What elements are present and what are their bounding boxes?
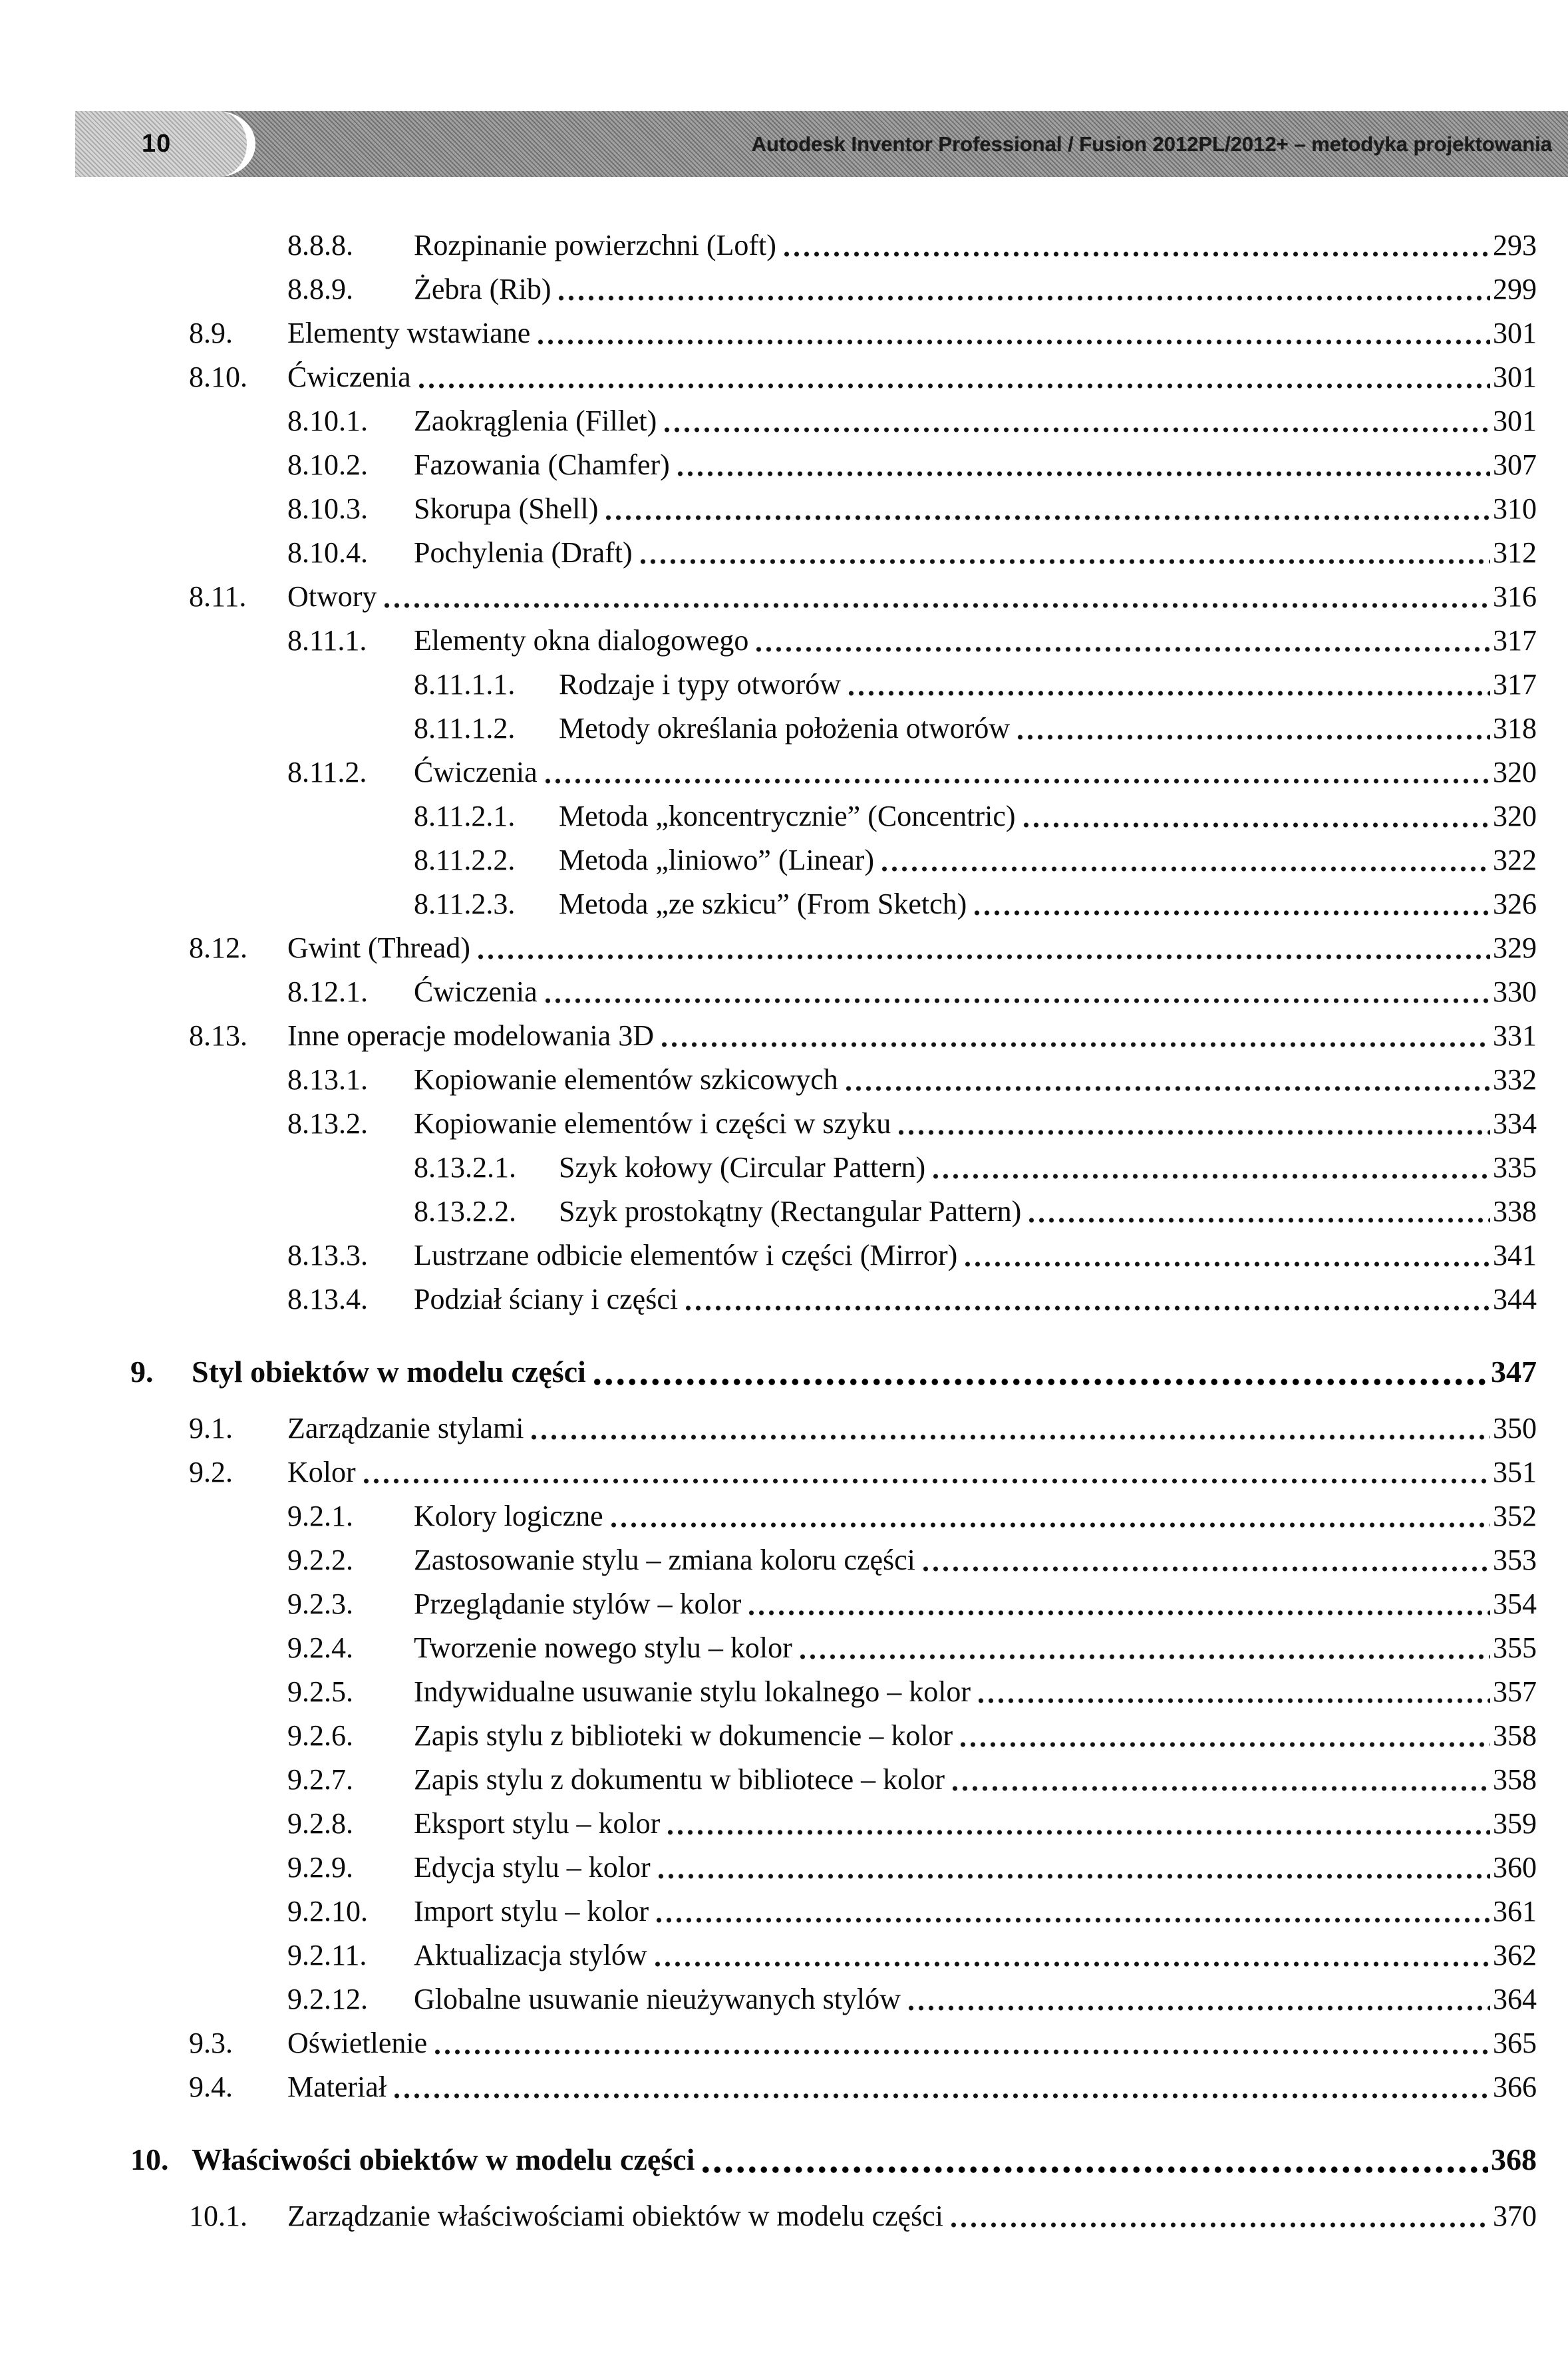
toc-row bbox=[0, 707, 1568, 751]
dot-leader bbox=[906, 1977, 1490, 2021]
toc-entry-title: Ćwiczenia bbox=[414, 756, 538, 788]
toc-entry-page: 316 bbox=[1493, 580, 1537, 613]
toc-entry-number: 8.13. bbox=[189, 1019, 247, 1052]
dot-leader bbox=[638, 531, 1490, 575]
toc-row bbox=[0, 2194, 1568, 2238]
toc-entry-number: 9.2.12. bbox=[287, 1983, 368, 2015]
toc-row bbox=[0, 1758, 1568, 1802]
toc-entry-number: 9.2.1. bbox=[287, 1500, 353, 1532]
toc-row bbox=[0, 663, 1568, 707]
toc-entry-page: 335 bbox=[1493, 1151, 1537, 1184]
toc-entry-page: 331 bbox=[1493, 1019, 1537, 1052]
dot-leader bbox=[662, 399, 1490, 443]
toc-entry-page: 338 bbox=[1493, 1195, 1537, 1228]
toc-row bbox=[0, 1146, 1568, 1190]
toc-entry-page: 310 bbox=[1493, 492, 1537, 525]
toc-entry-number: 9. bbox=[130, 1355, 154, 1389]
toc-entry-title: Aktualizacja stylów bbox=[414, 1939, 647, 1971]
toc-entry-number: 8.12. bbox=[189, 931, 247, 964]
dot-leader bbox=[846, 663, 1490, 707]
dot-leader bbox=[754, 619, 1490, 663]
toc-entry-number: 9.2.11. bbox=[287, 1939, 367, 1971]
dot-leader bbox=[654, 1890, 1490, 1934]
toc-entry-title: Zarządzanie właściwościami obiektów w modelu części bbox=[287, 2200, 943, 2232]
toc-entry-number: 9.2.8. bbox=[287, 1807, 353, 1840]
dot-leader bbox=[653, 1934, 1490, 1977]
dot-leader bbox=[921, 1538, 1490, 1582]
dot-leader bbox=[896, 1102, 1490, 1146]
toc-entry-page: 357 bbox=[1493, 1675, 1537, 1708]
toc-row bbox=[0, 1802, 1568, 1846]
toc-entry-page: 320 bbox=[1493, 756, 1537, 788]
toc-row bbox=[0, 1494, 1568, 1538]
toc-row bbox=[0, 1626, 1568, 1670]
toc-row bbox=[0, 1190, 1568, 1234]
toc-entry-page: 334 bbox=[1493, 1107, 1537, 1140]
toc-row bbox=[0, 1345, 1568, 1399]
toc-entry-number: 8.11. bbox=[189, 580, 247, 613]
toc-row bbox=[0, 267, 1568, 311]
dot-leader bbox=[1015, 707, 1490, 751]
dot-leader bbox=[543, 751, 1490, 794]
toc-row bbox=[0, 1977, 1568, 2021]
dot-leader bbox=[556, 267, 1490, 311]
dot-leader bbox=[950, 1758, 1490, 1802]
toc-entry-title: Inne operacje modelowania 3D bbox=[287, 1019, 654, 1052]
toc-row bbox=[0, 1407, 1568, 1450]
toc-entry-number: 8.9. bbox=[189, 317, 233, 349]
toc-entry-number: 8.13.3. bbox=[287, 1239, 368, 1271]
toc-entry-page: 365 bbox=[1493, 2027, 1537, 2059]
dot-leader bbox=[543, 970, 1490, 1014]
toc-entry-title: Szyk kołowy (Circular Pattern) bbox=[559, 1151, 926, 1184]
toc-entry-page: 341 bbox=[1493, 1239, 1537, 1271]
toc-entry-page: 317 bbox=[1493, 668, 1537, 701]
toc-entry-page: 312 bbox=[1493, 536, 1537, 569]
toc-entry-title: Szyk prostokątny (Rectangular Pattern) bbox=[559, 1195, 1022, 1228]
toc-entry-number: 9.2.9. bbox=[287, 1851, 353, 1884]
toc-entry-page: 307 bbox=[1493, 448, 1537, 481]
toc-entry-page: 368 bbox=[1491, 2142, 1537, 2176]
toc-entry-title: Materiał bbox=[287, 2071, 387, 2103]
toc-entry-page: 359 bbox=[1493, 1807, 1537, 1840]
toc-entry-number: 9.3. bbox=[189, 2027, 233, 2059]
toc-entry-title: Tworzenie nowego stylu – kolor bbox=[414, 1631, 792, 1664]
toc-entry-title: Oświetlenie bbox=[287, 2027, 428, 2059]
toc-entry-number: 8.10.3. bbox=[287, 492, 368, 525]
toc-entry-number: 8.11.2.2. bbox=[414, 844, 516, 876]
dot-leader bbox=[931, 1146, 1490, 1190]
toc-entry-number: 8.11.1.1. bbox=[414, 668, 516, 701]
toc-entry-title: Metoda „ze szkicu” (From Sketch) bbox=[559, 888, 967, 920]
dot-leader bbox=[1021, 794, 1490, 838]
dot-leader bbox=[675, 443, 1490, 487]
toc-row bbox=[0, 575, 1568, 619]
toc-entry-page: 326 bbox=[1493, 888, 1537, 920]
toc-entry-title: Indywidualne usuwanie stylu lokalnego – kolor bbox=[414, 1675, 971, 1708]
toc-row bbox=[0, 794, 1568, 838]
toc-entry-number: 9.2.7. bbox=[287, 1763, 353, 1796]
toc-entry-page: 358 bbox=[1493, 1763, 1537, 1796]
toc-entry-page: 360 bbox=[1493, 1851, 1537, 1884]
dot-leader bbox=[746, 1582, 1490, 1626]
dot-leader bbox=[416, 355, 1490, 399]
toc-entry-title: Globalne usuwanie nieużywanych stylów bbox=[414, 1983, 901, 2015]
toc-entry-page: 352 bbox=[1493, 1500, 1537, 1532]
toc-row bbox=[0, 531, 1568, 575]
toc-entry-number: 9.2.3. bbox=[287, 1588, 353, 1620]
toc-row bbox=[0, 487, 1568, 531]
toc-row bbox=[0, 2065, 1568, 2109]
toc-entry-title: Eksport stylu – kolor bbox=[414, 1807, 661, 1840]
toc-entry-page: 322 bbox=[1493, 844, 1537, 876]
toc-entry-title: Metoda „koncentrycznie” (Concentric) bbox=[559, 800, 1016, 832]
toc-entry-title: Zapis stylu z biblioteki w dokumencie – kolor bbox=[414, 1719, 953, 1752]
dot-leader bbox=[603, 487, 1490, 531]
toc-entry-number: 8.10. bbox=[189, 361, 247, 393]
toc-entry-title: Zapis stylu z dokumentu w bibliotece – kolor bbox=[414, 1763, 945, 1796]
toc-entry-page: 350 bbox=[1493, 1412, 1537, 1444]
toc-entry-number: 9.2.5. bbox=[287, 1675, 353, 1708]
toc-entry-page: 362 bbox=[1493, 1939, 1537, 1971]
toc-entry-page: 332 bbox=[1493, 1063, 1537, 1096]
dot-leader bbox=[476, 926, 1490, 970]
toc-entry-page: 351 bbox=[1493, 1456, 1537, 1488]
toc-row bbox=[0, 1538, 1568, 1582]
dot-leader bbox=[683, 1277, 1490, 1321]
toc-entry-page: 347 bbox=[1491, 1355, 1537, 1389]
toc-entry-number: 8.8.8. bbox=[287, 229, 353, 261]
dot-leader bbox=[392, 2065, 1490, 2109]
toc-entry-title: Zarządzanie stylami bbox=[287, 1412, 524, 1444]
toc-row bbox=[0, 1102, 1568, 1146]
toc-entry-number: 9.2.10. bbox=[287, 1895, 368, 1928]
dot-leader bbox=[591, 1345, 1488, 1399]
dot-leader bbox=[659, 1014, 1490, 1058]
toc-entry-title: Kolor bbox=[287, 1456, 356, 1488]
toc-entry-title: Skorupa (Shell) bbox=[414, 492, 599, 525]
toc-row bbox=[0, 1890, 1568, 1934]
toc-entry-page: 353 bbox=[1493, 1544, 1537, 1576]
toc-entry-title: Kopiowanie elementów i części w szyku bbox=[414, 1107, 891, 1140]
toc-entry-title: Fazowania (Chamfer) bbox=[414, 448, 670, 481]
toc-entry-title: Kopiowanie elementów szkicowych bbox=[414, 1063, 838, 1096]
toc-entry-page: 364 bbox=[1493, 1983, 1537, 2015]
toc-entry-title: Żebra (Rib) bbox=[414, 273, 551, 305]
toc-entry-title: Ćwiczenia bbox=[414, 975, 538, 1008]
toc-entry-title: Otwory bbox=[287, 580, 377, 613]
toc-row bbox=[0, 311, 1568, 355]
toc-entry-number: 8.13.2.2. bbox=[414, 1195, 516, 1228]
dot-leader bbox=[972, 882, 1490, 926]
toc-entry-page: 361 bbox=[1493, 1895, 1537, 1928]
toc-row bbox=[0, 399, 1568, 443]
toc-row bbox=[0, 619, 1568, 663]
toc-entry-number: 8.12.1. bbox=[287, 975, 368, 1008]
dot-leader bbox=[976, 1670, 1490, 1714]
toc-row bbox=[0, 1714, 1568, 1758]
toc-entry-title: Import stylu – kolor bbox=[414, 1895, 649, 1928]
page-number: 10 bbox=[142, 130, 172, 158]
toc-row bbox=[0, 355, 1568, 399]
toc-entry-page: 301 bbox=[1493, 361, 1537, 393]
toc-entry-title: Przeglądanie stylów – kolor bbox=[414, 1588, 742, 1620]
toc-row bbox=[0, 970, 1568, 1014]
dot-leader bbox=[536, 311, 1490, 355]
toc-row bbox=[0, 2133, 1568, 2186]
toc-entry-title: Rodzaje i typy otworów bbox=[559, 668, 842, 701]
toc-row bbox=[0, 1014, 1568, 1058]
toc-entry-number: 8.13.2.1. bbox=[414, 1151, 516, 1184]
toc-entry-title: Rozpinanie powierzchni (Loft) bbox=[414, 229, 776, 261]
toc-row bbox=[0, 1277, 1568, 1321]
toc-entry-page: 301 bbox=[1493, 405, 1537, 437]
toc-row bbox=[0, 1234, 1568, 1277]
toc-entry-number: 8.11.2.3. bbox=[414, 888, 516, 920]
toc-entry-number: 10. bbox=[130, 2142, 169, 2176]
toc-entry-page: 330 bbox=[1493, 975, 1537, 1008]
toc-entry-number: 8.10.2. bbox=[287, 448, 368, 481]
toc-entry-number: 8.13.2. bbox=[287, 1107, 368, 1140]
toc-entry-number: 8.11.2. bbox=[287, 756, 367, 788]
toc-entry-title: Gwint (Thread) bbox=[287, 931, 470, 964]
toc-entry-title: Ćwiczenia bbox=[287, 361, 411, 393]
toc-entry-title: Zaokrąglenia (Fillet) bbox=[414, 405, 657, 437]
toc-entry-number: 10.1. bbox=[189, 2200, 247, 2232]
toc-row bbox=[0, 1846, 1568, 1890]
toc-entry-page: 293 bbox=[1493, 229, 1537, 261]
toc-entry-title: Pochylenia (Draft) bbox=[414, 536, 633, 569]
dot-leader bbox=[958, 1714, 1490, 1758]
dot-leader bbox=[609, 1494, 1490, 1538]
toc-entry-page: 366 bbox=[1493, 2071, 1537, 2103]
toc-row bbox=[0, 443, 1568, 487]
toc-entry-title: Styl obiektów w modelu części bbox=[192, 1355, 586, 1389]
toc-row bbox=[0, 838, 1568, 882]
toc-row bbox=[0, 224, 1568, 267]
toc-entry-page: 318 bbox=[1493, 712, 1537, 745]
dot-leader bbox=[361, 1450, 1490, 1494]
toc-entry-page: 301 bbox=[1493, 317, 1537, 349]
toc-entry-number: 8.11.1. bbox=[287, 624, 367, 657]
toc-entry-title: Zastosowanie stylu – zmiana koloru części bbox=[414, 1544, 915, 1576]
toc-entry-number: 9.4. bbox=[189, 2071, 233, 2103]
dot-leader bbox=[432, 2021, 1490, 2065]
dot-leader bbox=[963, 1234, 1490, 1277]
toc-entry-page: 299 bbox=[1493, 273, 1537, 305]
toc-entry-number: 9.2. bbox=[189, 1456, 233, 1488]
toc-entry-title: Edycja stylu – kolor bbox=[414, 1851, 651, 1884]
toc-row bbox=[0, 1934, 1568, 1977]
toc-entry-page: 317 bbox=[1493, 624, 1537, 657]
toc-entry-number: 8.8.9. bbox=[287, 273, 353, 305]
dot-leader bbox=[382, 575, 1490, 619]
dot-leader bbox=[700, 2133, 1488, 2186]
header-title: Autodesk Inventor Professional / Fusion 2012PL/2012+ – metodyka projektowania bbox=[751, 132, 1552, 156]
toc-row bbox=[0, 1450, 1568, 1494]
toc-entry-number: 9.2.2. bbox=[287, 1544, 353, 1576]
toc-row bbox=[0, 1582, 1568, 1626]
toc-entry-page: 355 bbox=[1493, 1631, 1537, 1664]
dot-leader bbox=[879, 838, 1490, 882]
toc-entry-title: Metoda „liniowo” (Linear) bbox=[559, 844, 875, 876]
toc-entry-page: 344 bbox=[1493, 1283, 1537, 1315]
toc-entry-number: 8.13.4. bbox=[287, 1283, 368, 1315]
dot-leader bbox=[949, 2194, 1490, 2238]
dot-leader bbox=[665, 1802, 1490, 1846]
toc-entry-title: Elementy wstawiane bbox=[287, 317, 531, 349]
toc-entry-page: 354 bbox=[1493, 1588, 1537, 1620]
dot-leader bbox=[798, 1626, 1490, 1670]
toc-entry-title: Lustrzane odbicie elementów i części (Mirror) bbox=[414, 1239, 958, 1271]
toc-entry-number: 8.10.4. bbox=[287, 536, 368, 569]
toc-entry-number: 8.11.1.2. bbox=[414, 712, 516, 745]
toc-entry-title: Elementy okna dialogowego bbox=[414, 624, 749, 657]
toc-entry-page: 370 bbox=[1493, 2200, 1537, 2232]
toc-entry-title: Podział ściany i części bbox=[414, 1283, 679, 1315]
toc-entry-number: 8.11.2.1. bbox=[414, 800, 516, 832]
toc-entry-page: 329 bbox=[1493, 931, 1537, 964]
toc-entry-number: 8.10.1. bbox=[287, 405, 368, 437]
dot-leader bbox=[844, 1058, 1490, 1102]
toc-row bbox=[0, 2021, 1568, 2065]
toc-entry-number: 8.13.1. bbox=[287, 1063, 368, 1096]
toc-row bbox=[0, 882, 1568, 926]
dot-leader bbox=[782, 224, 1490, 267]
toc-row bbox=[0, 926, 1568, 970]
dot-leader bbox=[529, 1407, 1490, 1450]
toc-entry-number: 9.2.4. bbox=[287, 1631, 353, 1664]
toc-entry-title: Kolory logiczne bbox=[414, 1500, 603, 1532]
toc-row bbox=[0, 1058, 1568, 1102]
toc-row bbox=[0, 751, 1568, 794]
toc-row bbox=[0, 1670, 1568, 1714]
dot-leader bbox=[656, 1846, 1490, 1890]
toc-entry-page: 320 bbox=[1493, 800, 1537, 832]
toc-entry-title: Właściwości obiektów w modelu części bbox=[192, 2142, 695, 2176]
toc-entry-title: Metody określania położenia otworów bbox=[559, 712, 1011, 745]
toc-entry-number: 9.1. bbox=[189, 1412, 233, 1444]
toc-entry-page: 358 bbox=[1493, 1719, 1537, 1752]
toc-entry-number: 9.2.6. bbox=[287, 1719, 353, 1752]
dot-leader bbox=[1026, 1190, 1490, 1234]
